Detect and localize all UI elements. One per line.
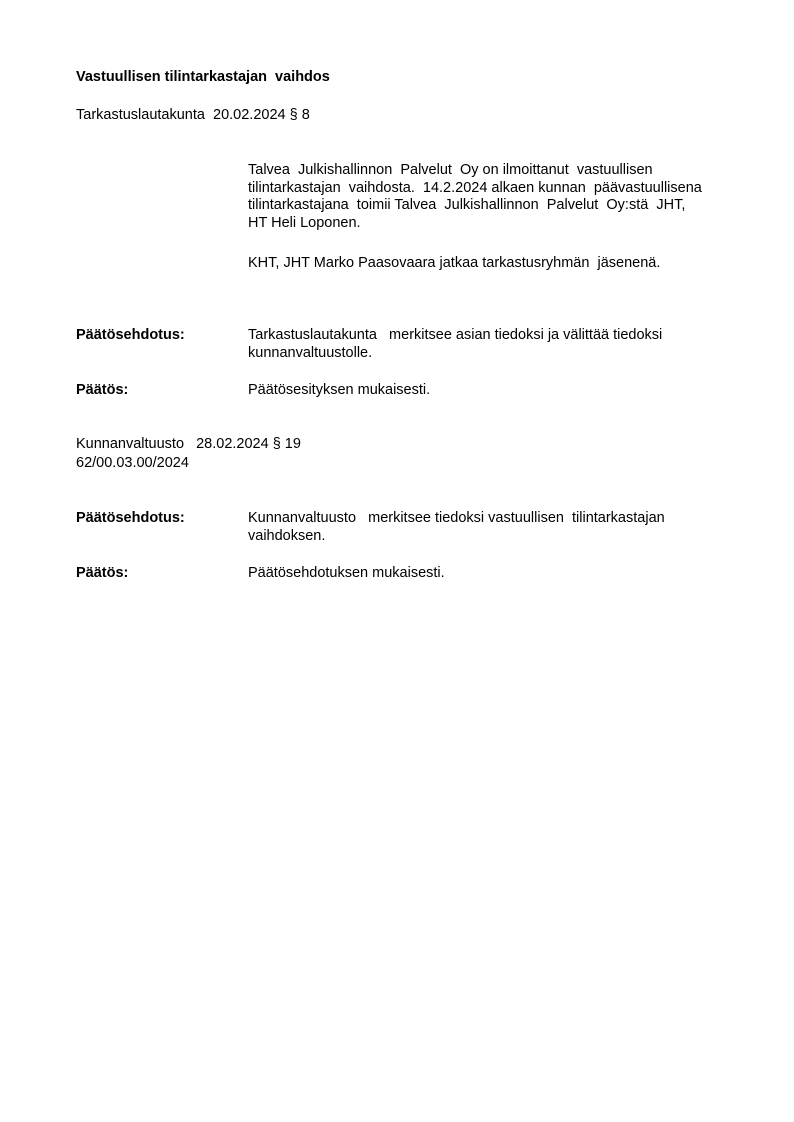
intro-line: HT Heli Loponen. xyxy=(248,214,361,231)
continuation-paragraph xyxy=(248,255,748,273)
proposal-line: vaihdoksen. xyxy=(248,527,326,544)
decision-line: Päätösesityksen mukaisesti. xyxy=(248,382,431,398)
decision-proposal-text xyxy=(248,327,748,362)
intro-paragraph xyxy=(248,162,748,232)
continuation-line: KHT, JHT Marko Paasovaara jatkaa tarkastusryhmän jäsenenä. xyxy=(248,255,661,271)
proposal-line: kunnanvaltuustolle. xyxy=(248,344,373,361)
decision-text xyxy=(248,382,748,400)
decision-proposal-label: Päätösehdotus: xyxy=(76,510,185,526)
decision-label: Päätös: xyxy=(76,565,129,581)
meeting-reference-council: Kunnanvaltuusto 28.02.2024 § 19 xyxy=(76,436,301,452)
intro-line: Talvea Julkishallinnon Palvelut Oy on ilmoittanut vastuullisen xyxy=(248,162,653,178)
intro-line: tilintarkastajana toimii Talvea Julkishallinnon Palvelut Oy:stä JHT, xyxy=(248,197,686,213)
proposal-line: Kunnanvaltuusto merkitsee tiedoksi vastuullisen tilintarkastajan xyxy=(248,510,665,526)
decision-proposal-text xyxy=(248,510,748,545)
decision-line: Päätösehdotuksen mukaisesti. xyxy=(248,565,445,581)
intro-line: tilintarkastajan vaihdosta. 14.2.2024 alkaen kunnan päävastuullisena xyxy=(248,179,702,196)
case-number: 62/00.03.00/2024 xyxy=(76,455,189,471)
decision-proposal-label: Päätösehdotus: xyxy=(76,327,185,343)
decision-text xyxy=(248,565,748,583)
document-title: Vastuullisen tilintarkastajan vaihdos xyxy=(76,69,330,85)
meeting-reference-board: Tarkastuslautakunta 20.02.2024 § 8 xyxy=(76,107,310,123)
decision-label: Päätös: xyxy=(76,382,129,398)
proposal-line: Tarkastuslautakunta merkitsee asian tiedoksi ja välittää tiedoksi xyxy=(248,327,663,343)
